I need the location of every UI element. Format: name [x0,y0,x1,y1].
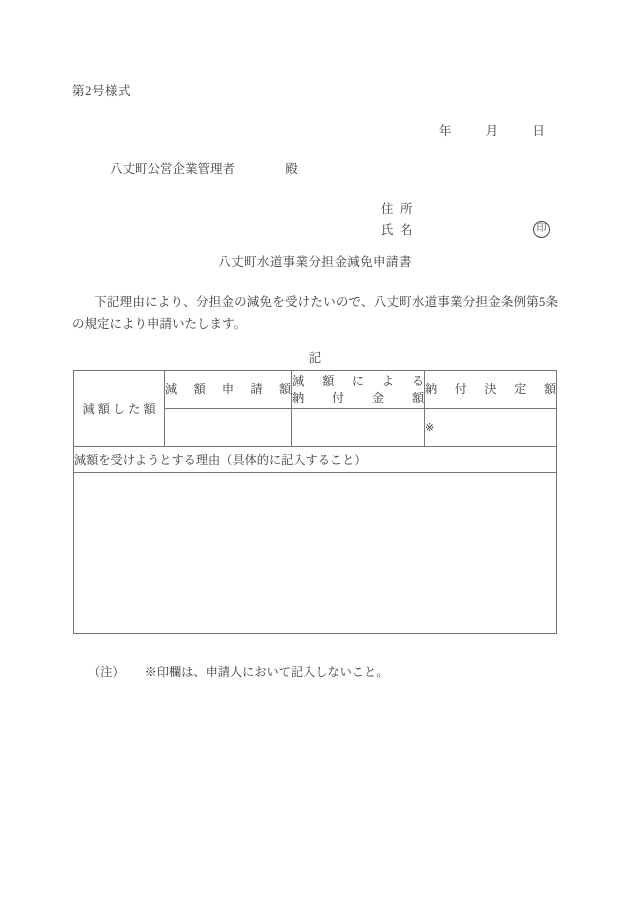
reason-label-row [74,447,557,473]
header-char: よ [381,373,395,388]
header-char: 付 [454,382,467,396]
header-char: 納 [425,382,438,396]
year-label: 年 [438,124,452,138]
header-char: 請 [250,382,263,396]
header-reduction-request-amount [165,371,292,409]
address-label: 住 所 [381,202,413,216]
applicant-block [381,199,547,241]
row-label-text: 減 額 し た 額 [82,402,156,416]
header-char: 額 [543,382,556,396]
header-char: 減 [292,373,305,388]
body-paragraph [72,291,558,335]
header-payment-decided-amount [425,371,557,409]
field-payment-after-reduction[interactable] [292,409,425,447]
header-char: 付 [331,390,345,405]
addressee-name: 八丈町公営企業管理者 [110,162,236,176]
field-payment-decided-amount: ※ [425,409,557,447]
reason-body-row [74,473,557,634]
reason-label: 減額を受けようとする理由（具体的に記入すること） [74,447,557,473]
footnote [88,663,388,680]
header-char: 額 [321,373,335,388]
header-line [292,390,424,407]
body-paragraph-text: 下記理由により、分担金の減免を受けたいので、八丈町水道事業分担金条例第5条の規定により申請いたします。 [72,295,558,331]
header-line [292,373,424,390]
date-line [0,121,630,139]
header-char: 額 [411,390,424,405]
page-title: 八丈町水道事業分担金減免申請書 [218,255,412,269]
header-char: る [411,373,424,388]
header-char: 金 [371,390,385,405]
month-label: 月 [485,124,499,138]
header-payment-after-reduction [292,371,425,409]
header-line [165,381,291,398]
addressee [110,159,298,177]
header-char: に [351,373,365,388]
field-reduction-request-amount[interactable] [165,409,292,447]
table-header-row [74,371,557,409]
header-line [425,381,556,398]
form-number: 第2号様式 [72,84,132,98]
day-label: 日 [532,124,545,138]
header-char: 定 [514,382,527,396]
reduction-table [73,370,557,634]
addressee-honorific: 殿 [285,162,298,176]
footnote-prefix: （注） [88,665,125,679]
header-char: 決 [484,382,497,396]
footnote-text: ※印欄は、申請人において記入しないこと。 [144,665,389,679]
header-char: 減 [165,382,178,396]
name-label: 氏 名 [381,223,413,237]
field-reason[interactable] [74,473,557,634]
applicant-name-row [381,220,547,241]
header-char: 額 [193,382,206,396]
header-char: 申 [221,382,235,396]
header-char: 額 [278,382,291,396]
ki-marker: 記 [308,351,322,365]
row-label-cell [74,371,165,447]
applicant-address-row [381,199,413,220]
header-char: 納 [292,390,305,405]
seal-stamp-icon: 印 [533,221,550,238]
